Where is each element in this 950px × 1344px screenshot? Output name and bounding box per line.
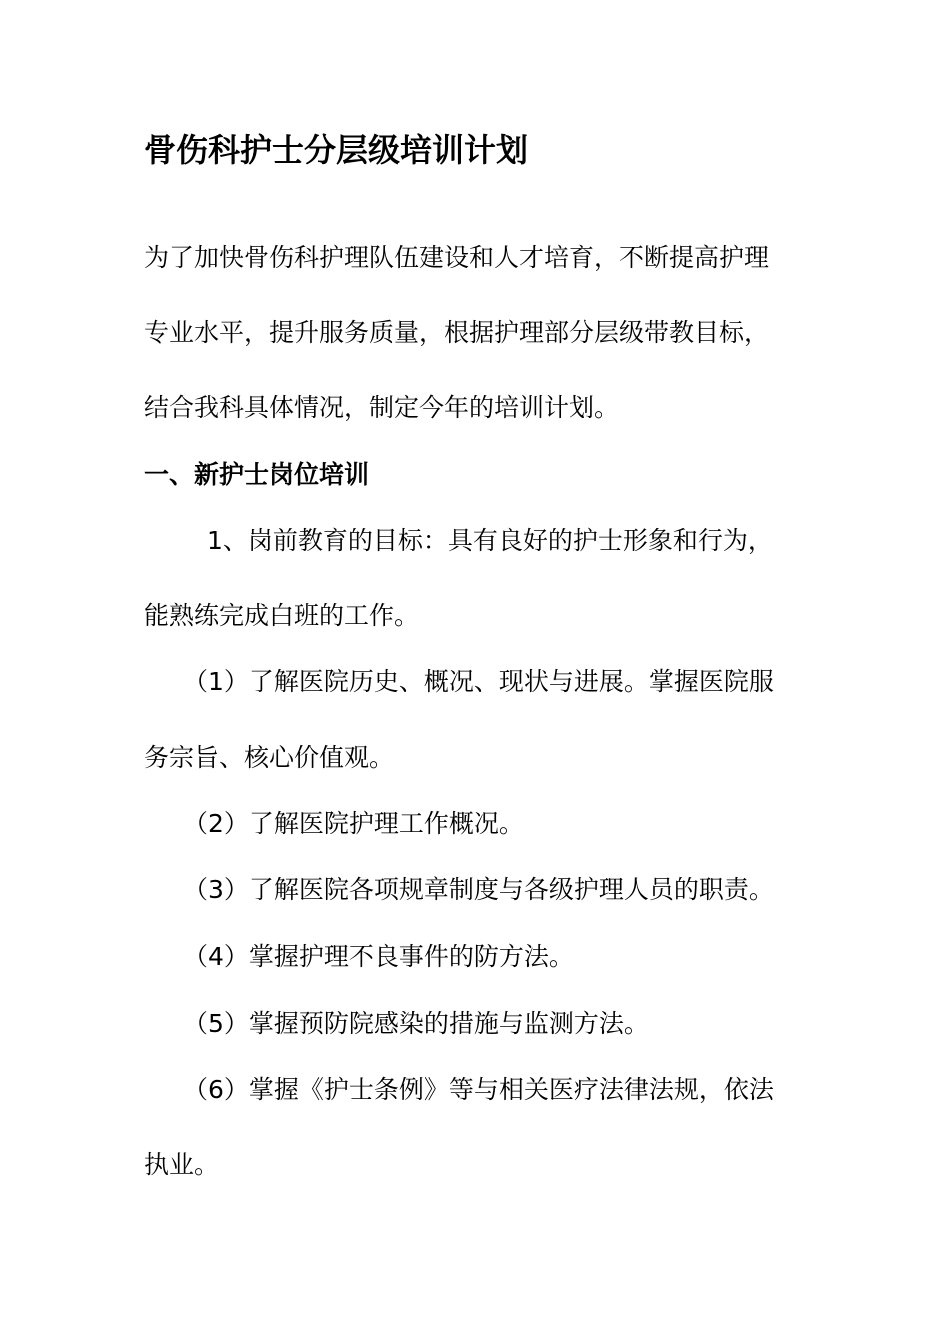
item-1-line-2: 能熟练完成白班的工作。 — [144, 601, 420, 630]
sub-item-2: （2）了解医院护理工作概况。 — [183, 809, 524, 838]
sub-item-3: （3）了解医院各项规章制度与各级护理人员的职责。 — [183, 875, 774, 904]
sub-item-4: （4）掌握护理不良事件的防方法。 — [183, 942, 574, 971]
intro-line-2: 专业水平，提升服务质量，根据护理部分层级带教目标， — [144, 318, 770, 347]
item-1-line-1: 1、岗前教育的目标：具有良好的护士形象和行为， — [207, 526, 773, 555]
section-heading: 一、新护士岗位培训 — [144, 460, 370, 489]
sub-item-5: （5）掌握预防院感染的措施与监测方法。 — [183, 1009, 649, 1038]
intro-line-3: 结合我科具体情况，制定今年的培训计划。 — [144, 393, 620, 422]
sub-item-1-line-2: 务宗旨、核心价值观。 — [144, 743, 395, 772]
sub-item-6-line-2: 执业。 — [144, 1150, 220, 1179]
intro-line-1: 为了加快骨伤科护理队伍建设和人才培育，不断提高护理 — [144, 243, 770, 272]
sub-item-1-line-1: （1）了解医院历史、概况、现状与进展。掌握医院服 — [183, 667, 774, 696]
sub-item-6-line-1: （6）掌握《护士条例》等与相关医疗法律法规，依法 — [183, 1075, 774, 1104]
document-title: 骨伤科护士分层级培训计划 — [144, 131, 529, 169]
